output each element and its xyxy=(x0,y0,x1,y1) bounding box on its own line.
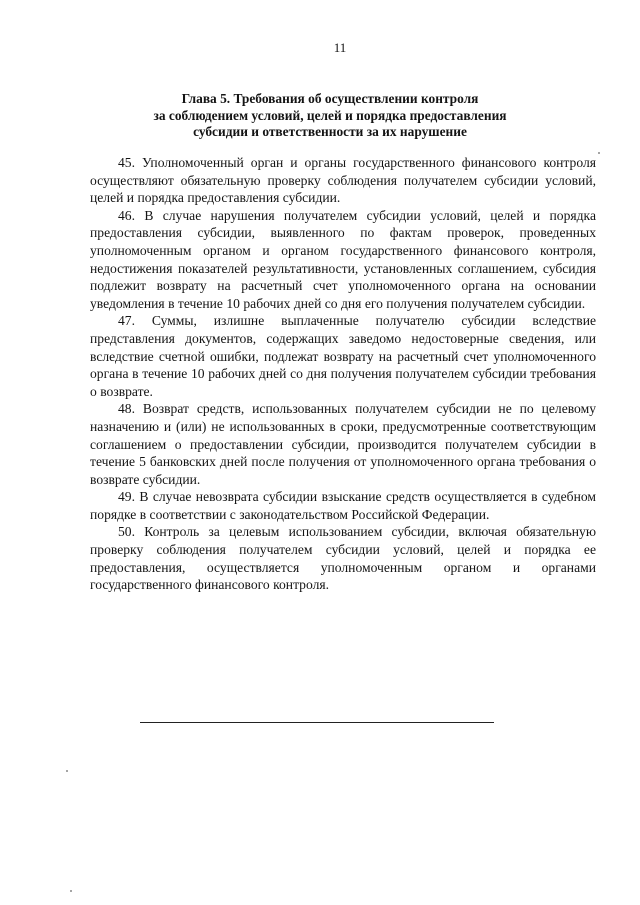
paragraph-49: 49. В случае невозврата субсидии взыскание средств осуществляется в судебном порядке в соответствии с законодательством Российской Федерации. xyxy=(90,489,596,522)
end-of-document-rule xyxy=(140,722,494,723)
paragraph-47: 47. Суммы, излишне выплаченные получателю субсидии вследствие представления документов, содержащих заведомо недостоверные сведения, или вследствие счетной ошибки, подлежат возврату на расчетный счет уполномоченного органа в течение 10 рабочих дней со дня получения получателем субсидии требования о возврате. xyxy=(90,313,596,399)
page-number: 11 xyxy=(333,40,347,55)
scan-speck xyxy=(70,890,72,892)
chapter-title-line: Глава 5. Требования об осуществлении контроля xyxy=(181,91,479,106)
paragraph-50: 50. Контроль за целевым использованием субсидии, включая обязательную проверку соблюдения получателем субсидии условий, целей и порядка ее предоставления, осуществляется уполномоченным органом и органами государственного финансового контроля. xyxy=(90,524,596,593)
chapter-title-line: субсидии и ответственности за их нарушение xyxy=(193,124,467,139)
scan-speck xyxy=(66,770,68,772)
paragraph-46: 46. В случае нарушения получателем субсидии условий, целей и порядка предоставления субсидии, выявленного по фактам проверок, проведенных уполномоченным органом и органом государственного финансового контроля, недостижения показателей результативности, установленных соглашением, субсидия подлежит возврату на расчетный счет уполномоченного органа на основании уведомления в течение 10 рабочих дней со дня его получения получателем субсидии. xyxy=(90,207,596,311)
scan-speck xyxy=(598,152,600,154)
chapter-title-line: за соблюдением условий, целей и порядка предоставления xyxy=(153,107,507,123)
document-body xyxy=(90,154,596,594)
chapter-title xyxy=(150,91,510,141)
paragraph-45: 45. Уполномоченный орган и органы государственного финансового контроля осуществляют обязательную проверку соблюдения получателем субсидии условий, целей и порядка предоставления субсидии. xyxy=(90,155,596,206)
paragraph-48: 48. Возврат средств, использованных получателем субсидии не по целевому назначению и (или) не использованных в сроки, предусмотренные соответствующим соглашением о предоставлении субсидии, производится получателем субсидии в течение 5 банковских дней после получения от уполномоченного органа требования о возврате субсидии. xyxy=(90,401,596,487)
